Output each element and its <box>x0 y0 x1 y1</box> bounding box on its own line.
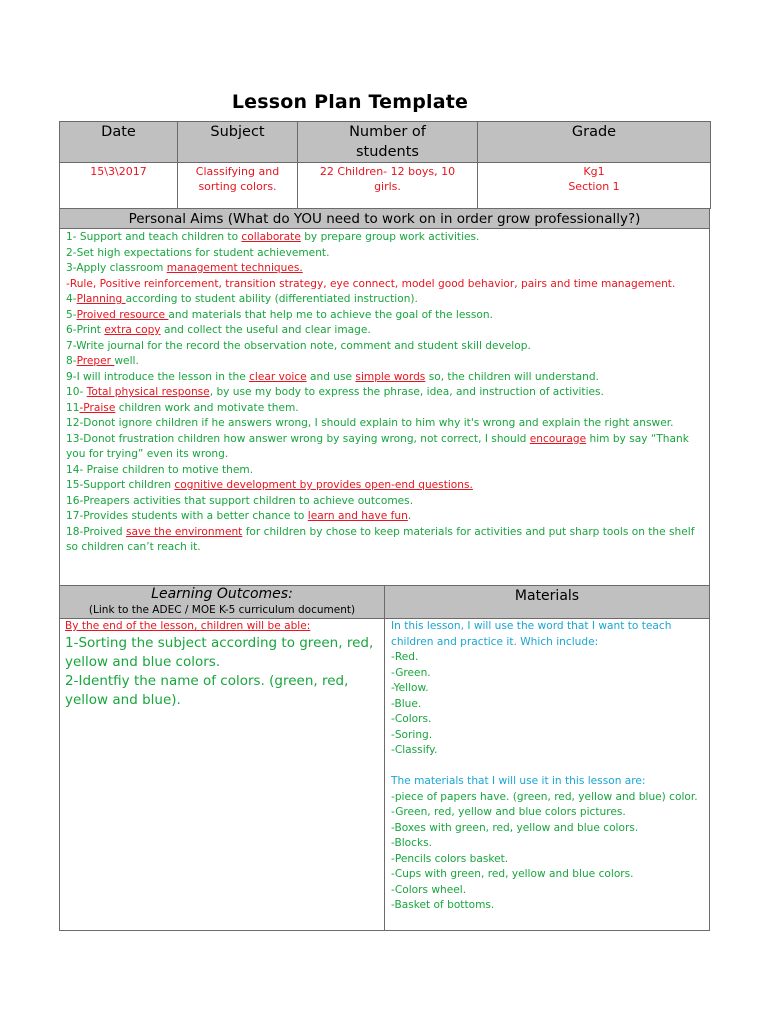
vocabulary-item: -Soring. <box>391 728 433 741</box>
vocabulary-item: -Green. <box>391 666 431 679</box>
page-title: Lesson Plan Template <box>231 91 469 113</box>
materials-column <box>385 586 709 930</box>
material-item: -Pencils colors basket. <box>391 852 509 865</box>
aim-highlight: -Praise <box>79 401 116 414</box>
aim-text: . <box>407 510 412 522</box>
aim-text: 12-Donot ignore children if he answers wrong, I should explain to him why it's wrong and explain the right answer. <box>66 417 674 429</box>
aims-list <box>59 229 710 586</box>
students-header: Number of students <box>298 122 478 163</box>
materials-body <box>385 619 709 914</box>
outcomes-subheading: (Link to the ADEC / MOE K-5 curriculum document) <box>88 604 356 616</box>
aim-highlight: simple words <box>355 370 426 383</box>
grade-header: Grade <box>478 122 711 163</box>
material-item: -Basket of bottoms. <box>391 899 495 911</box>
aim-item <box>66 246 709 262</box>
vocabulary-item: -Yellow. <box>391 682 429 694</box>
aim-item <box>66 525 709 556</box>
aim-text: 4- <box>66 293 77 305</box>
aim-text: according to student ability (differentiated instruction). <box>125 293 418 305</box>
info-table <box>59 121 711 209</box>
subject-value: Classifying and sorting colors. <box>178 163 298 209</box>
aim-text: 15-Support children <box>66 479 175 491</box>
aim-text: 13-Donot frustration children how answer wrong by saying wrong, not correct, I should <box>66 432 530 445</box>
lesson-plan-table <box>59 121 710 931</box>
grade-value-line1: Kg1 <box>583 165 605 178</box>
aim-text: 18-Proived <box>66 525 126 538</box>
vocabulary-item: -Blue. <box>391 697 422 710</box>
outcome-item: 1-Sorting the subject according to green, red, yellow and blue colors. <box>65 635 374 670</box>
aim-item <box>66 478 709 494</box>
materials-intro: In this lesson, I will use the word that I want to teach children and practice it. Which include: <box>391 620 672 648</box>
aim-text: 10- <box>66 386 87 398</box>
materials-heading: Materials <box>385 586 709 619</box>
material-item: -piece of papers have. (green, red, yellow and blue) color. <box>391 790 698 803</box>
vocabulary-item: -Colors. <box>391 713 432 725</box>
vocabulary-item: -Classify. <box>391 744 438 756</box>
aim-text: 17-Provides students with a better chance to <box>66 510 308 522</box>
aim-highlight: Preper <box>76 355 115 367</box>
aim-highlight: Proived resource <box>76 308 169 321</box>
aim-text: for children by chose to keep materials for activities and put sharp tools on the shelf so children can’t reach it. <box>66 525 695 553</box>
vocabulary-list <box>391 650 703 759</box>
aim-item <box>66 432 709 463</box>
aim-highlight: Planning <box>76 293 126 305</box>
aim-text: 5- <box>66 308 77 321</box>
aim-text: so, the children will understand. <box>425 370 599 383</box>
outcomes-materials-section <box>59 586 710 931</box>
aim-item <box>66 323 709 339</box>
aim-item <box>66 385 709 401</box>
aim-text: children work and motivate them. <box>115 401 299 414</box>
aim-text: and collect the useful and clear image. <box>160 324 371 336</box>
materials-intro2: The materials that I will use it in this lesson are: <box>391 775 646 787</box>
aim-text: and use <box>306 370 356 383</box>
outcomes-column <box>60 586 385 930</box>
aim-highlight: save the environment <box>125 525 243 538</box>
grade-value-line2: Section 1 <box>568 180 620 193</box>
aim-item <box>66 494 709 510</box>
aim-text: 6-Print <box>66 324 105 336</box>
aim-highlight: clear voice <box>249 370 307 383</box>
aim-text: 7-Write journal for the record the observation note, comment and student skill develop. <box>66 339 531 352</box>
aim-text: 1- Support and teach children to <box>66 231 242 243</box>
date-header: Date <box>60 122 178 163</box>
aim-text: well. <box>114 355 139 367</box>
aim-item <box>66 354 709 370</box>
aim-highlight: collaborate <box>241 231 301 243</box>
vocabulary-item: -Red. <box>391 651 419 663</box>
aim-text: 14- Praise children to motive them. <box>66 463 254 476</box>
values-row <box>60 163 711 209</box>
spacer <box>391 759 703 775</box>
material-item: -Blocks. <box>391 837 432 849</box>
aim-text: , by use my body to express the phrase, idea, and instruction of activities. <box>209 386 604 398</box>
outcomes-body <box>60 619 384 710</box>
aim-text: him by say “Thank you for trying” even its wrong. <box>66 432 689 460</box>
header-row <box>60 122 711 163</box>
aims-heading: Personal Aims (What do YOU need to work on in order grow professionally?) <box>59 209 710 229</box>
aim-text: by prepare group work activities. <box>300 231 480 243</box>
aim-item <box>66 509 709 525</box>
aim-text: 11 <box>66 401 80 414</box>
material-item: -Cups with green, red, yellow and blue colors. <box>391 868 634 880</box>
aim-text: 16-Preapers activities that support children to achieve outcomes. <box>66 494 414 507</box>
date-value: 15\3\2017 <box>60 163 178 209</box>
aim-highlight: encourage <box>529 432 587 445</box>
students-value: 22 Children- 12 boys, 10 girls. <box>298 163 478 209</box>
outcome-item: 2-Identfiy the name of colors. (green, red, yellow and blue). <box>65 673 349 708</box>
material-item: -Boxes with green, red, yellow and blue colors. <box>391 821 639 834</box>
aim-item <box>66 463 709 479</box>
aim-highlight: extra copy <box>104 324 161 336</box>
material-item: -Colors wheel. <box>391 883 467 896</box>
aim-text: -Rule, Positive reinforcement, transition strategy, eye connect, model good behavior, pairs and time management. <box>66 277 676 290</box>
aim-text: 2-Set high expectations for student achievement. <box>66 246 330 259</box>
aim-item <box>66 416 709 432</box>
aim-highlight: learn and have fun <box>307 510 408 522</box>
outcomes-heading: Learning Outcomes: <box>151 586 293 602</box>
outcomes-intro: By the end of the lesson, children will be able: <box>65 620 311 632</box>
material-item: -Green, red, yellow and blue colors pictures. <box>391 806 626 818</box>
aim-item <box>66 308 709 324</box>
aim-text: 9-I will introduce the lesson in the <box>66 370 250 383</box>
aim-item <box>66 370 709 386</box>
aim-highlight: cognitive development by provides open-end questions. <box>174 479 473 491</box>
aim-item <box>66 261 709 277</box>
aim-item <box>66 277 709 293</box>
aim-item <box>66 401 709 417</box>
aim-highlight: Total physical response <box>86 386 210 398</box>
aim-text: 8- <box>66 355 77 367</box>
aim-text: 3-Apply classroom <box>66 262 167 274</box>
materials-list <box>391 790 703 914</box>
aim-item <box>66 230 709 246</box>
grade-value <box>478 163 711 209</box>
aim-item <box>66 339 709 355</box>
subject-header: Subject <box>178 122 298 163</box>
aim-text: and materials that help me to achieve the goal of the lesson. <box>168 308 493 321</box>
outcomes-heading-cell <box>60 586 384 619</box>
aim-highlight: management techniques. <box>166 262 303 274</box>
aim-item <box>66 292 709 308</box>
